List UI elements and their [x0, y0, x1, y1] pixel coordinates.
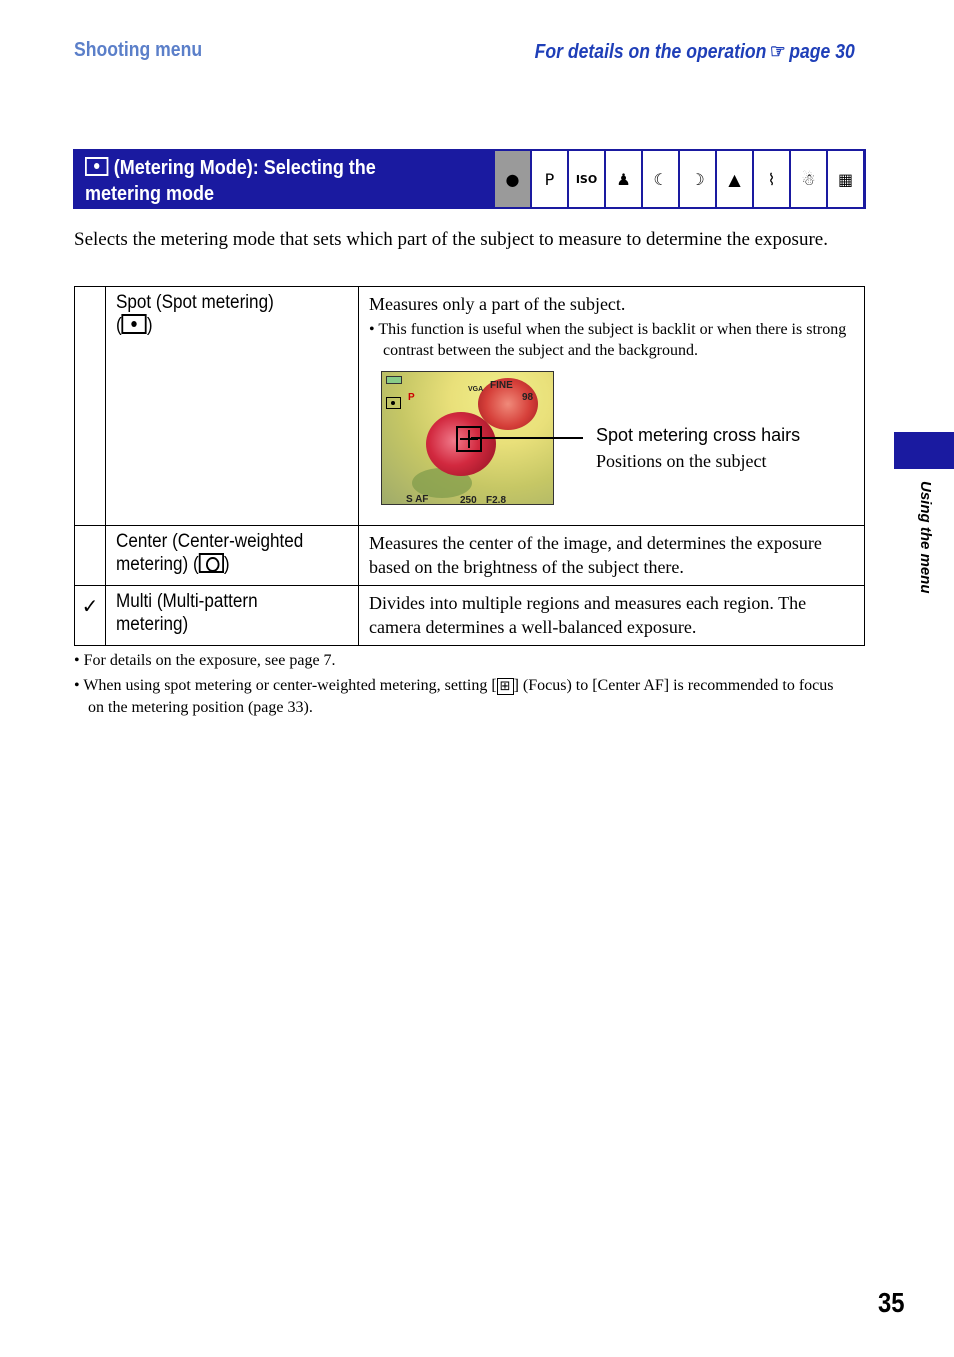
details-prefix: For details on the operation [534, 41, 767, 63]
snow-icon: ☃ [791, 151, 826, 207]
note-item: • For details on the exposure, see page 7. [74, 652, 336, 669]
high-sensitivity-icon: ISO [569, 151, 604, 207]
default-check-icon: ✓ [81, 594, 99, 618]
program-icon: P [532, 151, 567, 207]
metering-mode-title [85, 155, 454, 207]
metering-options-table [74, 286, 865, 646]
table-row [75, 287, 865, 526]
option-bullet: • This function is useful when the subject is backlit or when there is strong contrast between the subject and the background. [369, 321, 847, 359]
metering-mode-icon [85, 157, 108, 176]
option-bullet-text: This function is useful when the subject is backlit or when there is strong contrast between the subject and the background. [378, 321, 847, 359]
lcd-illustration [369, 371, 854, 517]
focus-icon: ⊞ [497, 678, 514, 695]
lcd-shutter: 250 [460, 495, 477, 505]
option-description: Measures only a part of the subject. [369, 294, 626, 314]
details-reference [535, 39, 855, 64]
note-text: For details on the exposure, see page 7. [83, 652, 336, 669]
shooting-mode-icons [493, 151, 863, 207]
option-name [116, 291, 274, 337]
camera-icon: ● [495, 151, 530, 207]
option-name-text: Spot (Spot metering) [116, 292, 274, 313]
option-description-cell [359, 526, 865, 586]
notes [74, 650, 844, 722]
option-name-paren-open: ( [116, 315, 122, 336]
center-metering-icon [199, 553, 224, 573]
note-text: ] (Focus) to [Center AF] is recommended to focus on the metering position (page 33). [88, 677, 834, 716]
callout-line [471, 437, 583, 439]
metering-mode-title-bar [73, 149, 866, 209]
option-name: Multi (Multi-pattern metering) [116, 591, 258, 635]
lcd-focus: S AF [406, 494, 429, 505]
note-item: • When using spot metering or center-weighted metering, setting [ ⊞ ] (Focus) to [Center AF] is recommended to focus on the metering position (page 33). [74, 677, 834, 716]
beach-icon: ⌇ [754, 151, 789, 207]
table-row [75, 526, 865, 586]
option-name-cell [106, 526, 359, 586]
option-description: Divides into multiple regions and measures each region. The camera determines a well-balanced exposure. [369, 593, 807, 637]
row-mark-cell [75, 586, 106, 646]
soft-snap-icon: ♟ [606, 151, 641, 207]
movie-icon: ▦ [828, 151, 863, 207]
callout-subtitle: Positions on the subject [596, 451, 767, 471]
row-mark-cell [75, 287, 106, 526]
landscape-icon: ▲ [717, 151, 752, 207]
lcd-remaining: 98 [522, 392, 534, 403]
option-name [116, 530, 325, 576]
chapter-label: Using the menu [917, 481, 934, 594]
spot-metering-icon [122, 314, 147, 334]
option-name-paren-close: ) [223, 554, 230, 575]
option-name-paren-close: ) [146, 315, 153, 336]
chapter-tab [894, 432, 954, 469]
callout-title: Spot metering cross hairs [596, 425, 801, 445]
twilight-icon: ☽ [680, 151, 715, 207]
option-name-text: Center (Center-weighted metering) ( [116, 531, 304, 575]
details-page: page 30 [789, 41, 855, 63]
row-mark-cell [75, 526, 106, 586]
lcd-aperture: F2.8 [486, 495, 507, 505]
section-title: Shooting menu [74, 39, 203, 61]
option-description-cell [359, 287, 865, 526]
lcd-quality: FINE [490, 380, 513, 391]
option-description-cell [359, 586, 865, 646]
option-description: Measures the center of the image, and determines the exposure based on the brightness of the subject there. [369, 533, 822, 577]
twilight-portrait-icon: ☾ [643, 151, 678, 207]
spot-metering-icon [386, 397, 401, 409]
battery-icon [386, 376, 402, 384]
intro-text: Selects the metering mode that sets which part of the subject to measure to determine the exposure. [74, 229, 828, 250]
option-name-cell [106, 586, 359, 646]
table-row [75, 586, 865, 646]
page-reference-icon: ☞ [770, 41, 786, 63]
lcd-image-size: VGA [468, 386, 484, 393]
title-text: (Metering Mode): Selecting the metering mode [85, 157, 376, 205]
spot-metering-crosshair [456, 426, 482, 452]
option-name-cell [106, 287, 359, 526]
note-text: When using spot metering or center-weighted metering, setting [ [83, 677, 497, 694]
lcd-mode: P [408, 392, 415, 403]
page-number: 35 [878, 1287, 905, 1318]
